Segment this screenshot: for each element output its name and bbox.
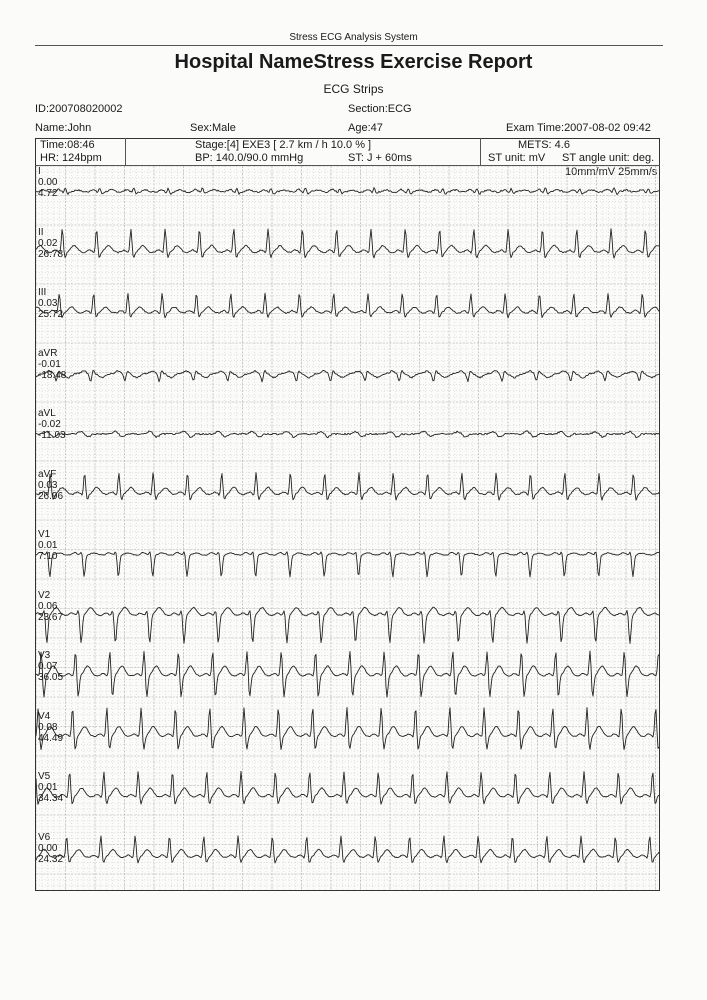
strip-scale: 10mm/mV 25mm/s <box>565 166 658 178</box>
lead-st-value: 0.06 <box>38 600 58 612</box>
lead-name-label: aVR <box>38 347 58 359</box>
lead-name-label: V2 <box>38 589 51 601</box>
lead-st-value: 0.08 <box>38 721 58 733</box>
lead-name-label: III <box>38 287 47 298</box>
strip-st-point: ST: J + 60ms <box>348 152 412 164</box>
lead-name-label: V6 <box>38 831 51 843</box>
patient-section: Section:ECG <box>348 103 412 115</box>
strip-st-unit: ST unit: mV <box>488 152 546 164</box>
lead-st-angle: 26.78 <box>38 248 64 260</box>
strip-blood-pressure: BP: 140.0/90.0 mmHg <box>195 152 304 164</box>
lead-name-label: V1 <box>38 529 51 540</box>
lead-st-value: 0.03 <box>38 479 58 491</box>
lead-st-angle: -18.48 <box>38 369 67 381</box>
ecg-trace <box>36 293 659 318</box>
header-rule <box>35 45 663 46</box>
patient-age: Age:47 <box>348 122 383 134</box>
lead-name-label: V5 <box>38 771 51 782</box>
ecg-trace <box>36 651 659 697</box>
ecg-trace <box>36 771 659 804</box>
lead-name-label: V3 <box>38 650 51 661</box>
lead-st-value: -0.01 <box>38 358 61 370</box>
strip-stage: Stage:[4] EXE3 [ 2.7 km / h 10.0 % ] <box>195 139 372 151</box>
lead-st-value: -0.02 <box>38 419 61 430</box>
lead-st-angle: 4.72 <box>38 188 58 199</box>
lead-st-angle: 23.67 <box>38 611 64 623</box>
ecg-trace <box>36 188 659 195</box>
strip-mets: METS: 4.6 <box>518 139 570 151</box>
ecg-trace <box>36 431 659 438</box>
lead-name-label: V4 <box>38 710 51 722</box>
ecg-trace <box>36 708 659 750</box>
lead-st-angle: 34.34 <box>38 793 64 804</box>
lead-st-angle: 25.72 <box>38 309 64 320</box>
patient-sex: Sex:Male <box>190 122 236 134</box>
lead-st-value: 0.03 <box>38 298 58 309</box>
lead-st-value: 0.01 <box>38 540 58 551</box>
lead-st-value: 0.02 <box>38 237 58 249</box>
lead-st-value: 0.01 <box>38 782 58 793</box>
strip-time: Time:08:46 <box>40 139 95 151</box>
system-name: Stress ECG Analysis System <box>289 32 418 43</box>
report-title: Hospital NameStress Exercise Report <box>174 51 533 73</box>
lead-st-angle: 26.96 <box>38 490 64 502</box>
lead-name-label: II <box>38 226 44 238</box>
lead-st-angle: 24.32 <box>38 853 64 865</box>
strip-header-divider-left <box>125 138 126 165</box>
ecg-trace <box>36 836 659 863</box>
exam-time: Exam Time:2007-08-02 09:42 <box>506 122 651 134</box>
strip-heart-rate: HR: 124bpm <box>40 152 102 164</box>
lead-name-label: aVL <box>38 408 56 419</box>
ecg-grid-major <box>36 166 659 890</box>
report-subtitle: ECG Strips <box>323 82 384 96</box>
ecg-trace <box>36 226 659 258</box>
lead-st-angle: 44.49 <box>38 732 64 744</box>
lead-name-label: aVF <box>38 468 57 480</box>
patient-id: ID:200708020002 <box>35 103 123 115</box>
lead-st-value: 0.00 <box>38 177 58 188</box>
ecg-trace <box>36 370 659 382</box>
strip-st-angle-unit: ST angle unit: deg. <box>562 152 655 164</box>
strip-header-divider-right <box>480 138 481 165</box>
patient-name: Name:John <box>35 122 92 134</box>
lead-st-angle: -11.03 <box>38 430 66 441</box>
ecg-grid-and-traces <box>36 166 659 890</box>
lead-st-angle: 36.05 <box>38 672 64 683</box>
lead-st-angle: 7.10 <box>38 551 58 562</box>
ecg-grid-minor <box>36 166 659 890</box>
lead-name-label: I <box>38 166 41 177</box>
lead-st-value: 0.00 <box>38 842 58 854</box>
ecg-trace <box>36 473 659 501</box>
lead-st-value: 0.07 <box>38 661 58 672</box>
